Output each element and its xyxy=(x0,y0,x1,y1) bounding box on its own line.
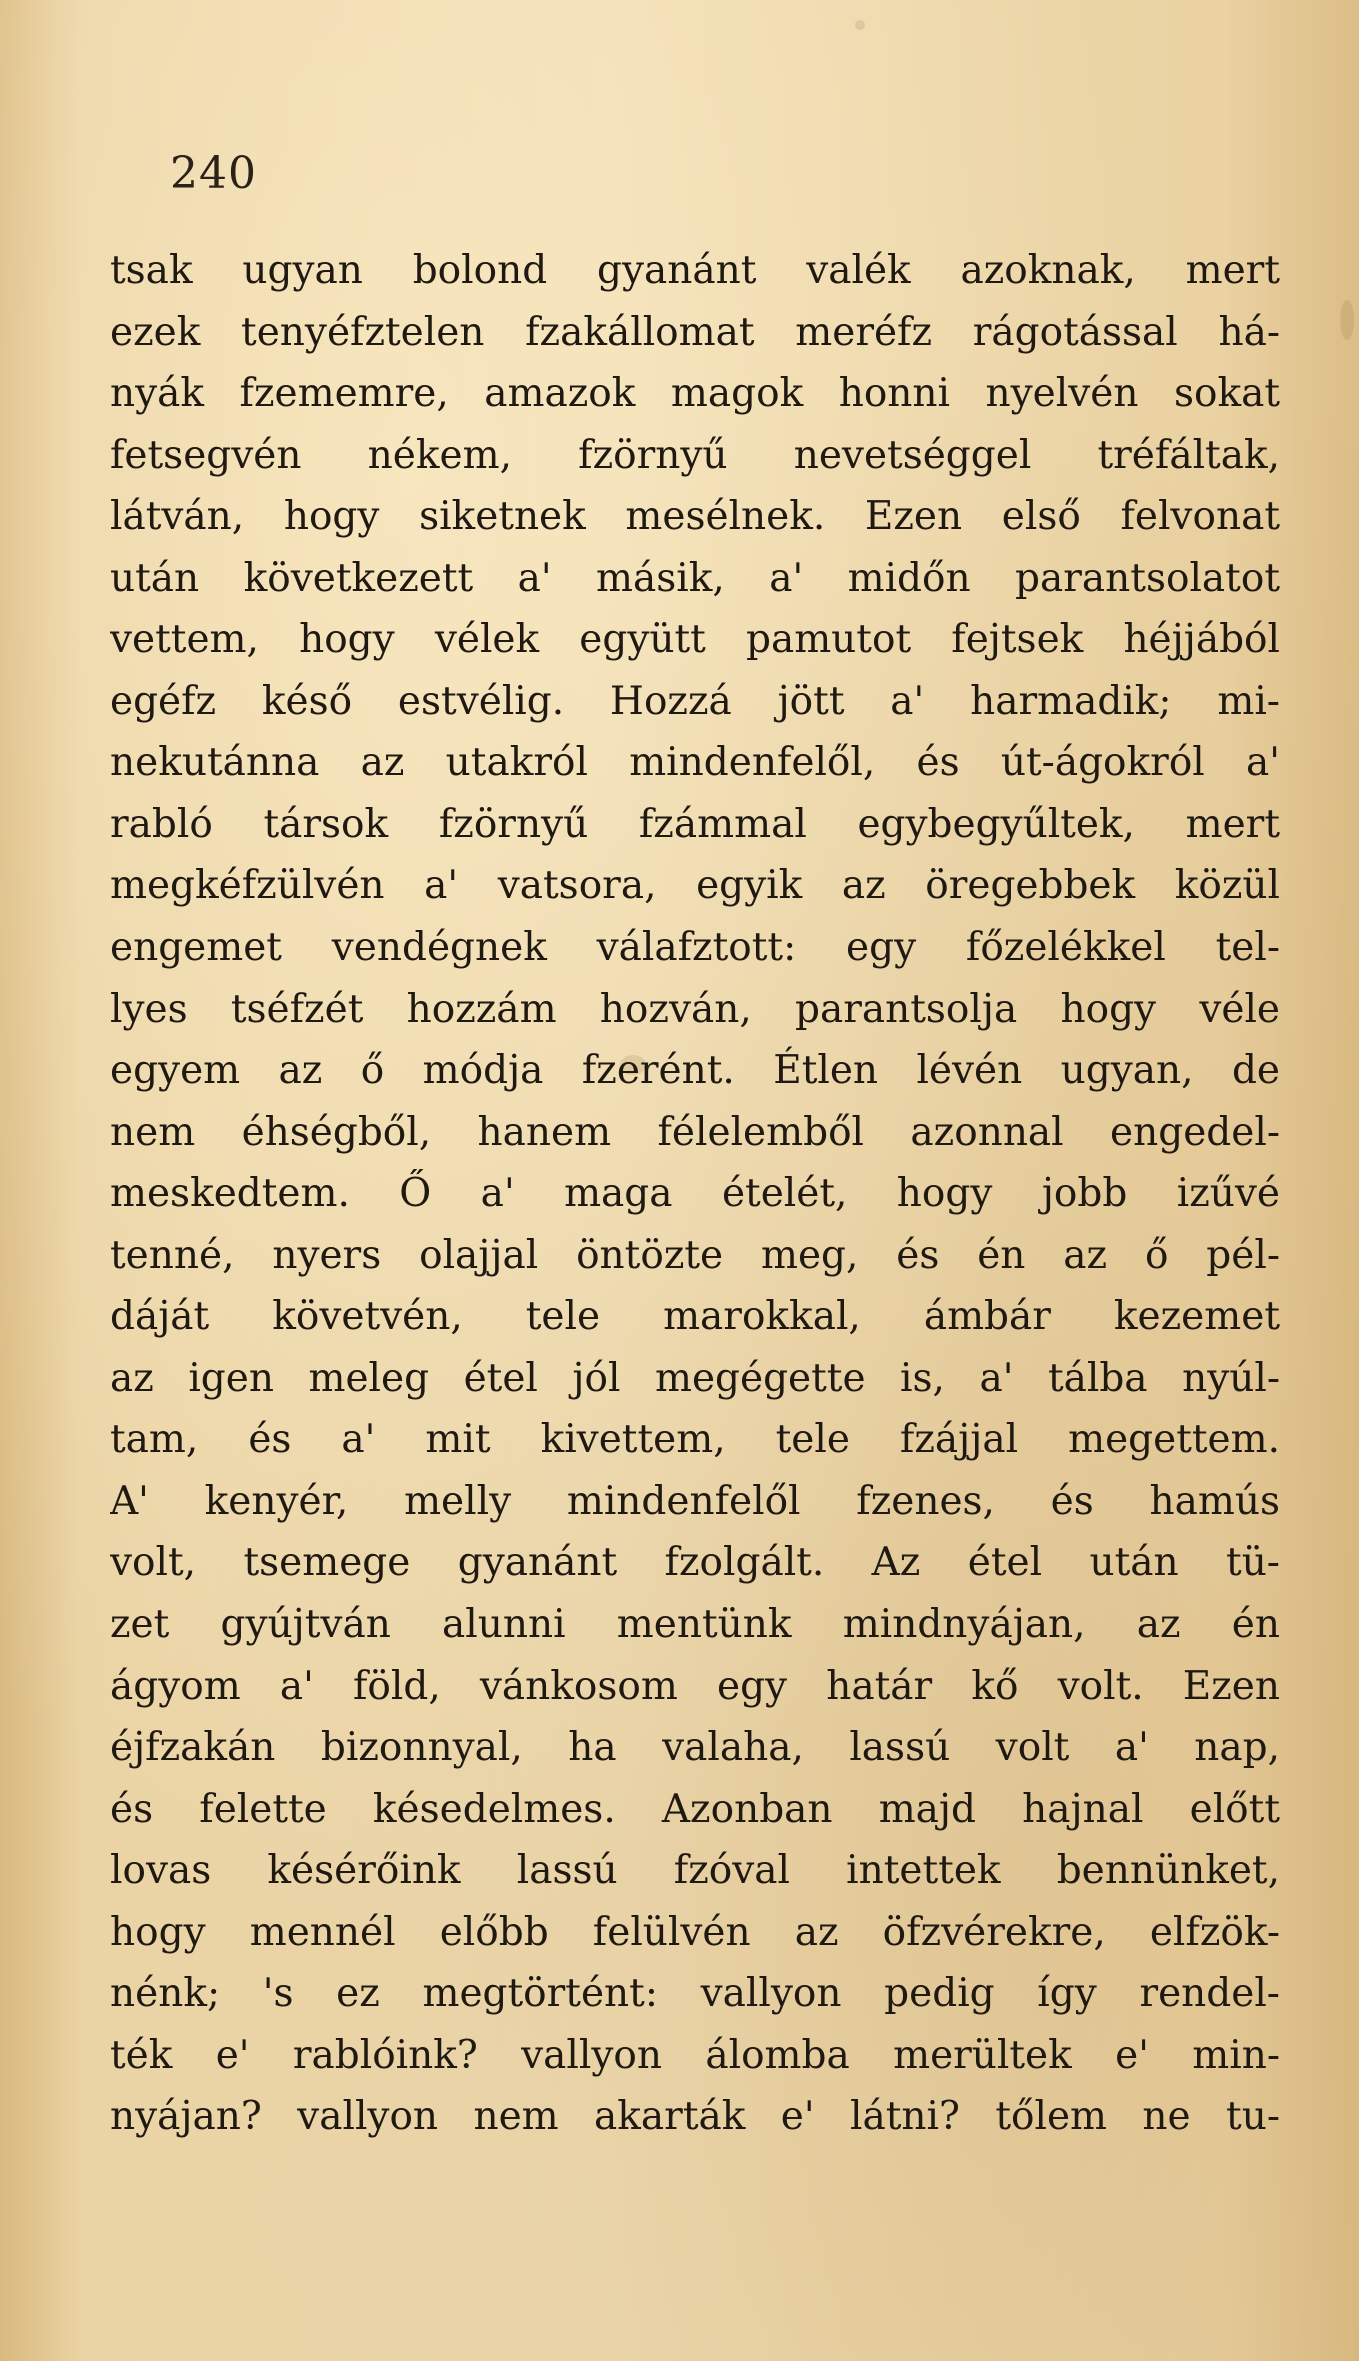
text-line: éjfzakán bizonnyal, ha valaha, lassú volt a' nap, xyxy=(110,1725,1280,1771)
text-line: megkéfzülvén a' vatsora, egyik az öregebbek közül xyxy=(110,863,1280,909)
text-line: lovas késérőink lassú fzóval intettek bennünket, xyxy=(110,1848,1280,1894)
text-line: ezek tenyéfztelen fzakállomat meréfz rágotással há- xyxy=(110,309,1280,355)
paper-stain xyxy=(855,20,865,30)
paper-stain xyxy=(1340,300,1354,340)
body-text xyxy=(110,240,1280,2148)
text-line: A' kenyér, melly mindenfelől fzenes, és hamús xyxy=(110,1478,1280,1524)
text-line: engemet vendégnek válafztott: egy főzelékkel tel- xyxy=(110,925,1280,971)
text-line: meskedtem. Ő a' maga ételét, hogy jobb izűvé xyxy=(110,1171,1280,1217)
text-line: tenné, nyers olajjal öntözte meg, és én az ő pél- xyxy=(110,1232,1280,1278)
text-line: fetsegvén nékem, fzörnyű nevetséggel tréfáltak, xyxy=(110,432,1280,478)
text-line: ték e' rablóink? vallyon álomba merültek e' min- xyxy=(110,2032,1280,2078)
text-line: nekutánna az utakról mindenfelől, és út-ágokról a' xyxy=(110,740,1280,786)
text-line: lyes tséfzét hozzám hozván, parantsolja hogy véle xyxy=(110,986,1280,1032)
text-line: látván, hogy siketnek mesélnek. Ezen első felvonat xyxy=(110,494,1280,540)
text-line: tsak ugyan bolond gyanánt valék azoknak, mert xyxy=(110,248,1280,293)
text-line: vettem, hogy vélek együtt pamutot fejtsek héjjából xyxy=(110,617,1280,663)
text-line: nénk; 's ez megtörtént: vallyon pedig így rendel- xyxy=(110,1971,1280,2017)
text-line: zet gyújtván alunni mentünk mindnyájan, az én xyxy=(110,1602,1280,1648)
text-line: ágyom a' föld, vánkosom egy határ kő volt. Ezen xyxy=(110,1663,1280,1709)
text-line: rabló társok fzörnyű fzámmal egybegyűltek, mert xyxy=(110,801,1280,847)
text-line: volt, tsemege gyanánt fzolgált. Az étel után tü- xyxy=(110,1540,1280,1586)
text-line: egéfz késő estvélig. Hozzá jött a' harmadik; mi- xyxy=(110,678,1280,724)
text-line: hogy mennél előbb felülvén az öfzvérekre, elfzök- xyxy=(110,1909,1280,1955)
text-line: nyájan? vallyon nem akarták e' látni? tőlem ne tu- xyxy=(110,2094,1280,2140)
text-line: után következett a' másik, a' midőn parantsolatot xyxy=(110,555,1280,601)
text-line: az igen meleg étel jól megégette is, a' tálba nyúl- xyxy=(110,1355,1280,1401)
text-line: nyák fzememre, amazok magok honni nyelvén sokat xyxy=(110,371,1280,417)
text-line: nem éhségből, hanem félelemből azonnal engedel- xyxy=(110,1109,1280,1155)
text-line: és felette késedelmes. Azonban majd hajnal előtt xyxy=(110,1786,1280,1832)
page-number: 240 xyxy=(170,148,257,199)
text-line: tam, és a' mit kivettem, tele fzájjal megettem. xyxy=(110,1417,1280,1463)
text-line: egyem az ő módja fzerént. Étlen lévén ugyan, de xyxy=(110,1048,1280,1094)
text-line: dáját követvén, tele marokkal, ámbár kezemet xyxy=(110,1294,1280,1340)
